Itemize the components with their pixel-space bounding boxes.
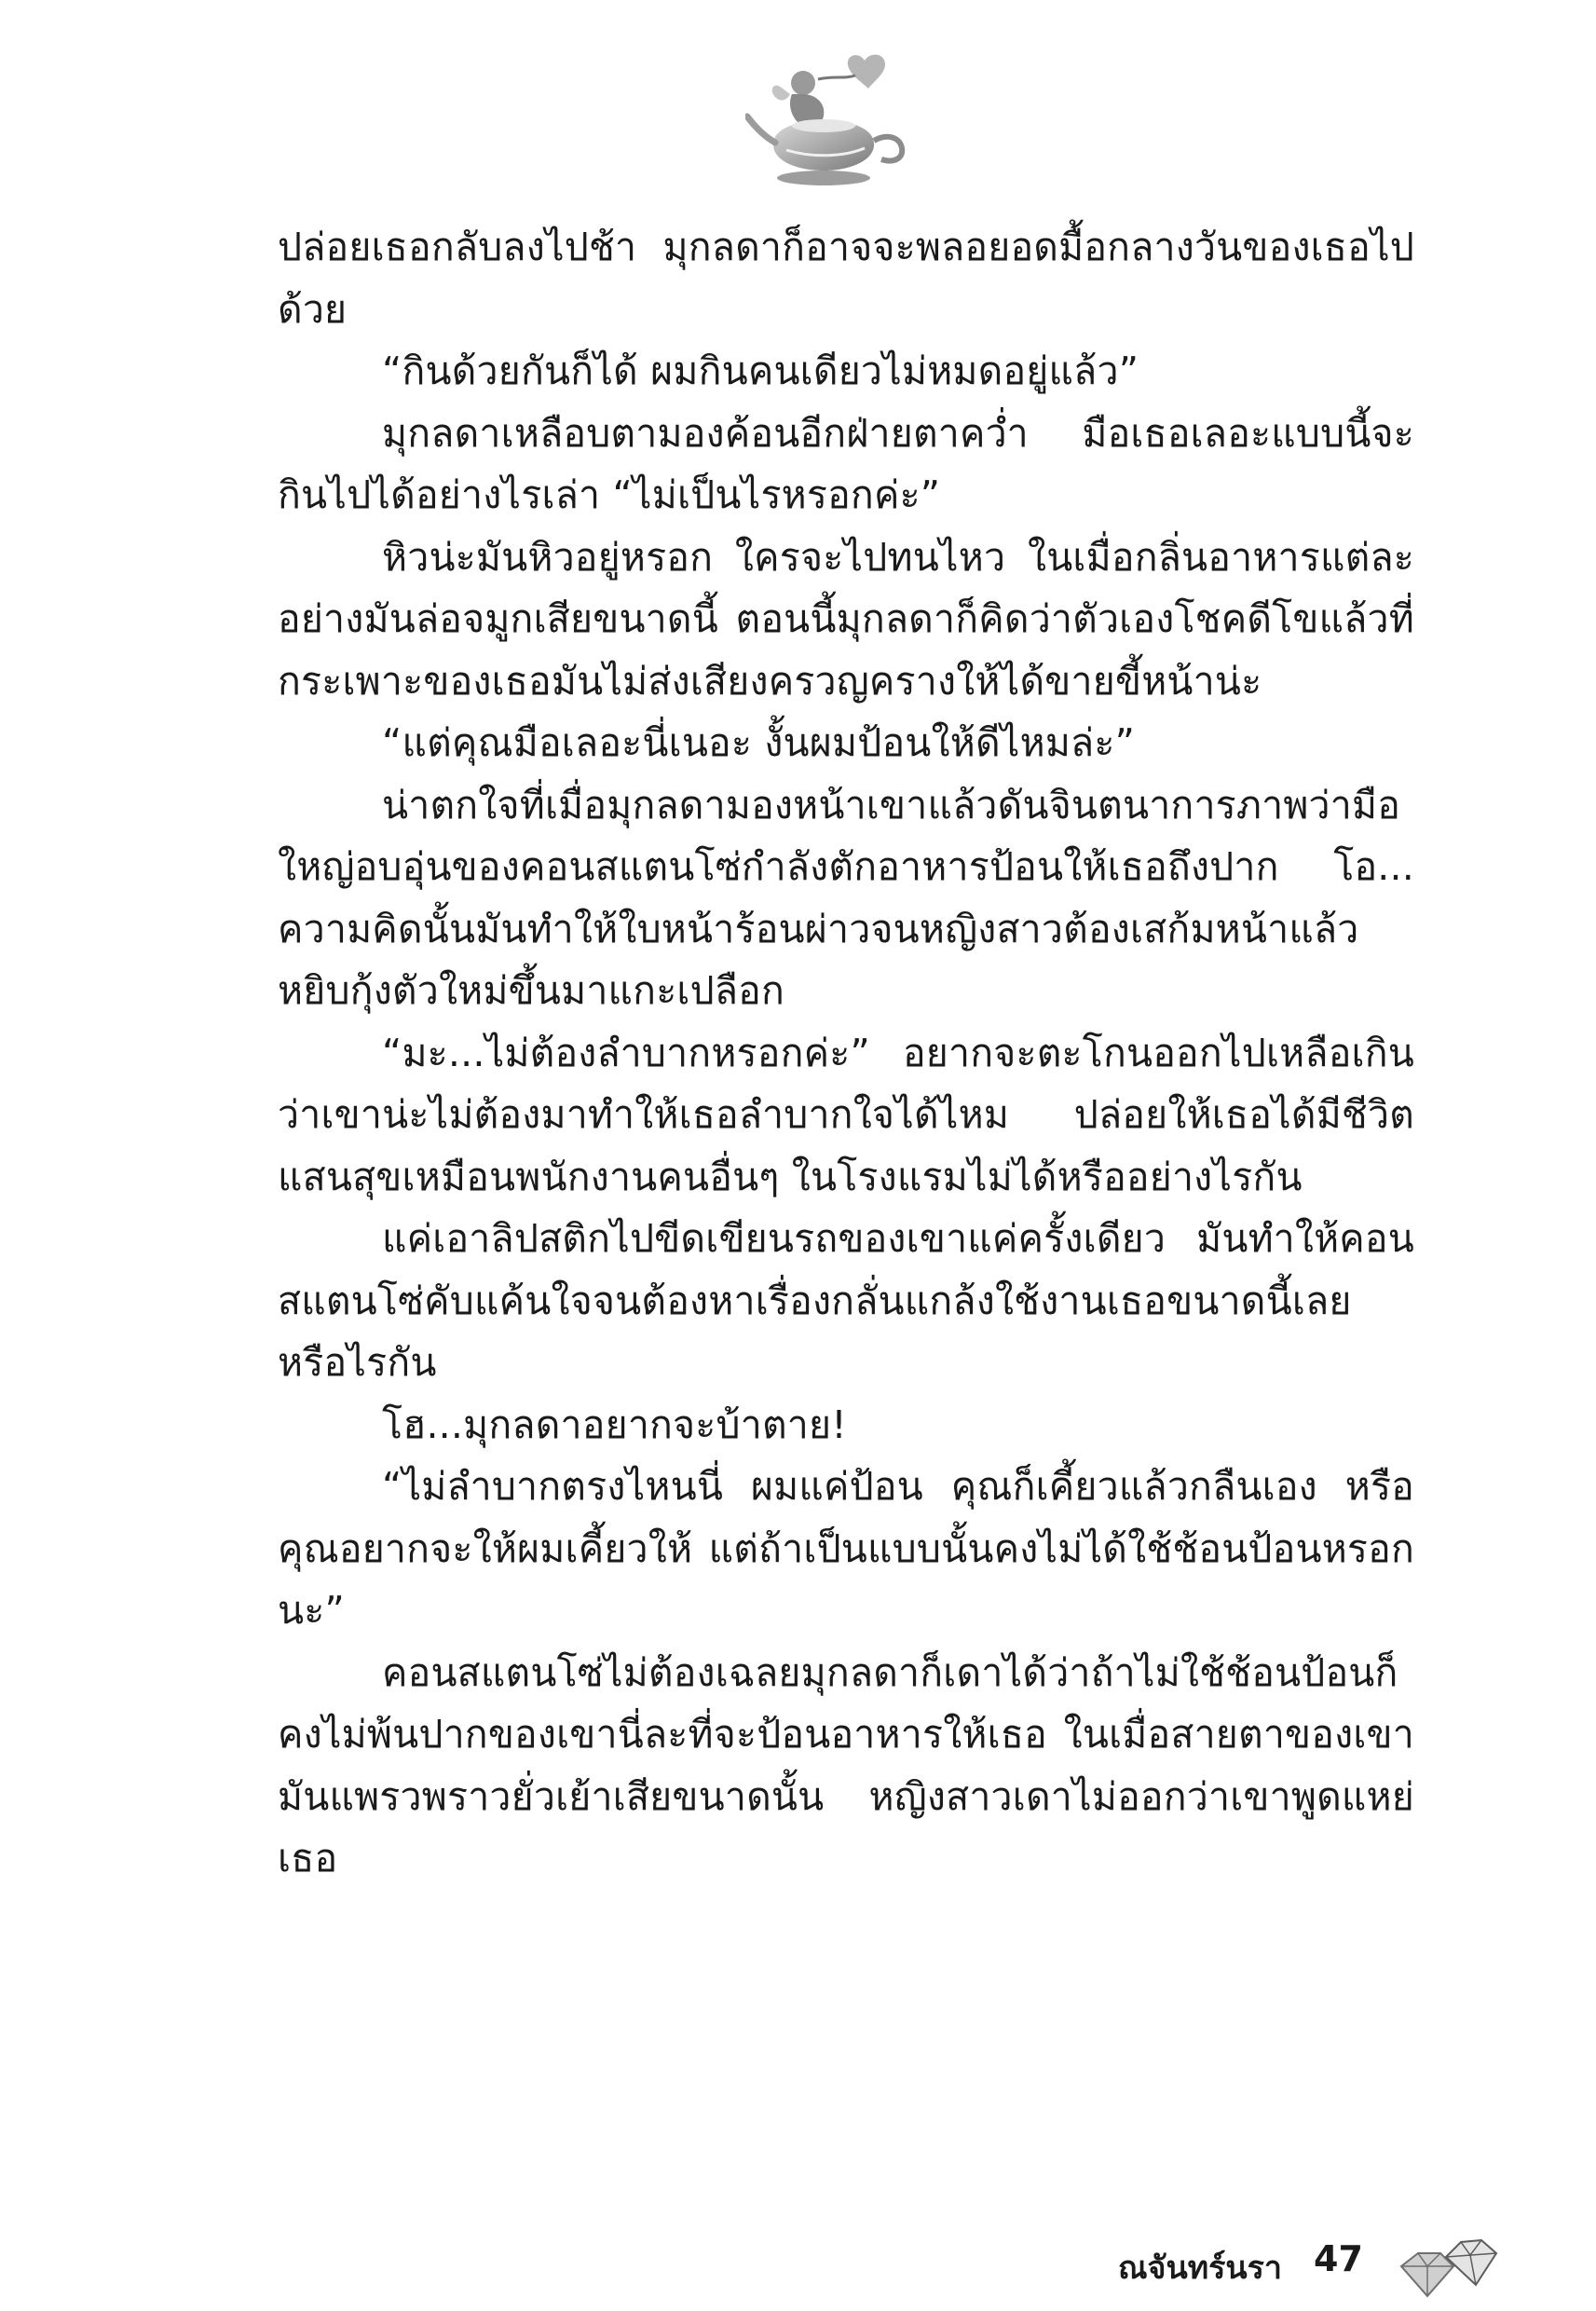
author-name: ณจันทร์นรา [1118,2249,1282,2287]
paragraph-10: “ไม่ลำบากตรงไหนนี่ ผมแค่ป้อน คุณก็เคี้ยวแล้วกลืนเอง หรือคุณอยากจะให้ผมเคี้ยวให้ แต่ถ้าเป็นแบบนั้นคงไม่ได้ใช้ช้อนป้อนหรอกนะ” [278,1464,1414,1633]
paragraph-11: คอนสแตนโซ่ไม่ต้องเฉลยมุกลดาก็เดาได้ว่าถ้าไม่ใช้ช้อนป้อนก็คงไม่พ้นปากของเขานี่ละที่จะป้อนอาหารให้เธอ ในเมื่อสายตาของเขามันแพรวพราวยั่วเย้าเสียขนาดนั้น หญิงสาวเดาไม่ออกว่าเขาพูดแหย่เธอ [278,1649,1414,1880]
paragraph-7: “มะ...ไม่ต้องลำบากหรอกค่ะ” อยากจะตะโกนออกไปเหลือเกินว่าเขาน่ะไม่ต้องมาทำให้เธอลำบากใจได้ไหม ปล่อยให้เธอได้มีชีวิตแสนสุขเหมือนพนักงานคนอื่นๆ ในโรงแรมไม่ได้หรืออย่างไรกัน [278,1030,1414,1199]
paragraph-2: “กินด้วยกันก็ได้ ผมกินคนเดียวไม่หมดอยู่แล้ว” [382,349,1139,393]
paragraph-6: น่าตกใจที่เมื่อมุกลดามองหน้าเขาแล้วดันจินตนาการภาพว่ามือใหญ่อบอุ่นของคอนสแตนโซ่กำลังตักอาหารป้อนให้เธอถึงปาก โอ... ความคิดนั้นมันทำให้ใบหน้าร้อนผ่าวจนหญิงสาวต้องเสก้มหน้าแล้วหยิบกุ้งตัวใหม่ขึ้นมาแกะเปลือก [278,782,1414,1013]
page-number: 47 [1314,2238,1363,2279]
paragraph-5: “แต่คุณมือเลอะนี่เนอะ งั้นผมป้อนให้ดีไหมล่ะ” [382,720,1136,765]
paragraph-3: มุกลดาเหลือบตามองค้อนอีกฝ่ายตาคว่ำ มือเธอเลอะแบบนี้จะกินไปได้อย่างไรเล่า “ไม่เป็นไรหรอกค่ะ” [278,410,1414,517]
diamond-icon [1398,2235,1500,2300]
body-text [278,216,1414,1890]
page-footer [1099,2235,1500,2300]
paragraph-1: ปล่อยเธอกลับลงไปช้า มุกลดาก็อาจจะพลอยอดมื้อกลางวันของเธอไปด้วย [278,225,1414,332]
teapot-cupid-icon [745,51,913,191]
paragraph-4: หิวน่ะมันหิวอยู่หรอก ใครจะไปทนไหว ในเมื่อกลิ่นอาหารแต่ละอย่างมันล่อจมูกเสียขนาดนี้ ตอนนี้มุกลดาก็คิดว่าตัวเองโชคดีโขแล้วที่กระเพาะของเธอมันไม่ส่งเสียงครวญครางให้ได้ขายขี้หน้าน่ะ [278,534,1414,704]
paragraph-8: แค่เอาลิปสติกไปขีดเขียนรถของเขาแค่ครั้งเดียว มันทำให้คอนสแตนโซ่คับแค้นใจจนต้องหาเรื่องกลั่นแกล้งใช้งานเธอขนาดนี้เลยหรือไรกัน [278,1216,1414,1385]
paragraph-9: โฮ...มุกลดาอยากจะบ้าตาย! [382,1402,847,1447]
